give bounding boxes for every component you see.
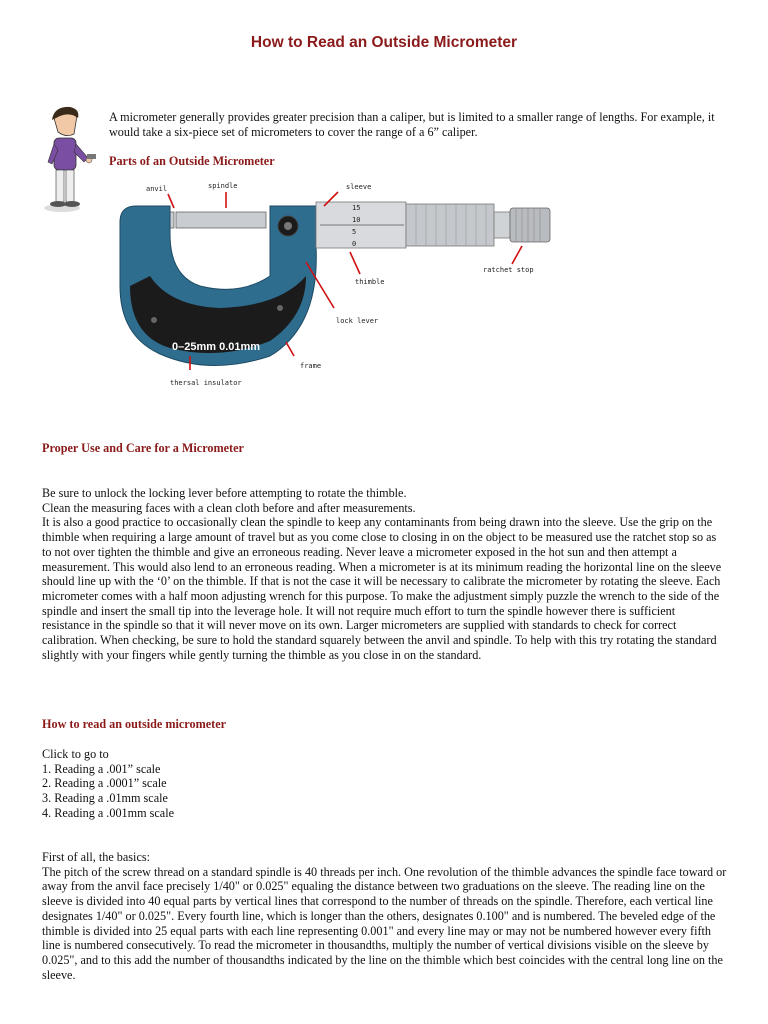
link-reading-001-inch[interactable]: 1. Reading a .001” scale xyxy=(42,761,161,776)
click-label: Click to go to xyxy=(42,747,109,761)
link-reading-0001-inch[interactable]: 2. Reading a .0001” scale xyxy=(42,776,167,791)
svg-text:0: 0 xyxy=(352,240,357,248)
care-paragraph: It is also a good practice to occasionally clean the spindle to keep any contaminants from being drawn into the sleeve. Use the grip on the thimble when requiring a large amount of travel but as you come close to closing in on the object to be measured use the ratchet stop so as to not over tighten the thimble and give an erroneous reading. Never leave a micrometer exposed in the hot sun and then attempt a measurement. This would also lend to an erroneous reading. When a micrometer is at its minimum reading the horizontal line on the sleeve should line up with the ‘0’ on the thimble. If that is not the case it will be necessary to calibrate the micrometer by rotating the sleeve. Each micrometer comes with a half moon adjusting wrench for this purpose. To make the adjustment simply puzzle the wrench to the side of the spindle and insert the small tip into the leverage hole. It will not require much effort to turn the spindle however there is sufficient resistance in the spindle so that it will never move on its own. Larger micrometers are supplied with standards to check for correct calibration. When checking, be sure to hold the standard squarely between the anvil and spindle. To help with this try rotating the standard slightly with your fingers while gently turning the thimble as you close in on the standard. xyxy=(42,515,722,662)
svg-text:10: 10 xyxy=(352,216,361,224)
care-body xyxy=(42,486,722,662)
label-thimble: thimble xyxy=(355,278,385,286)
page-title: How to Read an Outside Micrometer xyxy=(250,34,518,51)
svg-text:5: 5 xyxy=(352,228,357,236)
care-line-2: Clean the measuring faces with a clean cloth before and after measurements. xyxy=(42,500,416,515)
care-line-1: Be sure to unlock the locking lever before attempting to rotate the thimble. xyxy=(42,486,407,500)
reading-links xyxy=(42,747,722,821)
label-frame: frame xyxy=(300,362,322,370)
care-heading: Proper Use and Care for a Micrometer xyxy=(42,441,244,455)
svg-text:15: 15 xyxy=(352,204,361,212)
parts-heading: Parts of an Outside Micrometer xyxy=(109,154,275,168)
label-anvil: anvil xyxy=(146,185,168,193)
link-reading-01mm[interactable]: 3. Reading a .01mm scale xyxy=(42,791,168,806)
label-spindle: spindle xyxy=(208,182,238,190)
label-ratchet-stop: ratchet stop xyxy=(483,266,534,274)
link-reading-001mm[interactable]: 4. Reading a .001mm scale xyxy=(42,805,174,820)
basics-lead: First of all, the basics: xyxy=(42,850,150,864)
basics-paragraph: The pitch of the screw thread on a standard spindle is 40 threads per inch. One revolution of the thimble advances the spindle face toward or away from the anvil face precisely 1/40" or 0.025" equaling the distance between two graduations on the sleeve. The reading line on the sleeve is divided into 40 equal parts by vertical lines that correspond to the number of threads on the spindle. Therefore, each vertical line designates 1/40" or 0.025". Every fourth line, which is longer than the others, designates 0.100" and is numbered. The beveled edge of the thimble is divided into 25 equal parts with each line representing 0.001" and every line may or may not be numbered however every fifth line is numbered consecutively. To read the micrometer in thousandths, multiply the number of vertical divisions visible on the sleeve by 0.025", and to this add the number of thousandths indicated by the line on the thimble which best coincides with the central long line on the sleeve. xyxy=(42,864,727,982)
intro-text: A micrometer generally provides greater precision than a caliper, but is limited to a smaller range of lengths. For example, it would take a six-piece set of micrometers to cover the range of a 6” caliper. xyxy=(109,110,715,139)
basics-section xyxy=(42,850,732,982)
label-sleeve: sleeve xyxy=(346,183,372,191)
frame-marking: 0–25mm 0.01mm xyxy=(172,341,261,353)
label-lock-lever: lock lever xyxy=(336,317,379,325)
mascot-illustration xyxy=(40,104,100,214)
reading-heading: How to read an outside micrometer xyxy=(42,717,227,731)
label-thermal-insulator: thersal insulator xyxy=(170,379,242,387)
micrometer-diagram xyxy=(110,176,570,396)
